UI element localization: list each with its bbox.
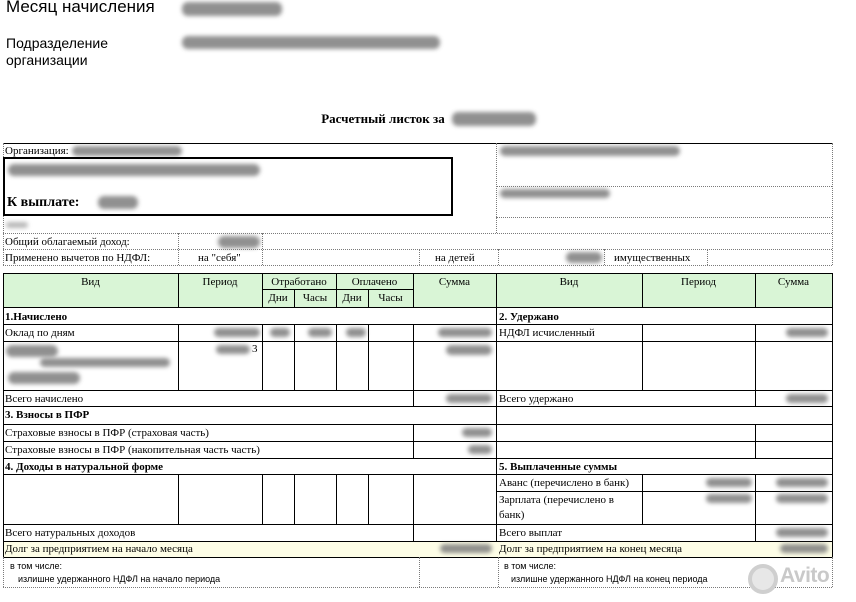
redacted-info-right1: [500, 146, 680, 156]
redacted-misc: [6, 222, 28, 228]
excess-end-label: излишне удержанного НДФЛ на конец периода: [511, 574, 708, 584]
redacted-total-accrued: [446, 394, 492, 403]
col-kind: Вид: [81, 276, 100, 288]
total-accrued-label: Всего начислено: [5, 393, 84, 405]
to-pay-label: К выплате:: [7, 195, 80, 210]
redacted-organization: [72, 146, 182, 156]
including-left: в том числе:: [10, 561, 62, 571]
redacted-title-period: [452, 112, 536, 126]
redacted-children-deduction: [566, 252, 602, 263]
redacted-cell: [786, 328, 828, 337]
redacted-cell: [214, 328, 260, 337]
redacted-debt-end: [780, 544, 828, 553]
total-withheld-label: Всего удержано: [499, 393, 574, 405]
section-accrued-title: 1.Начислено: [5, 311, 68, 323]
redacted-cell: [8, 372, 80, 384]
avito-watermark: Avito: [780, 564, 830, 587]
redacted-cell: [6, 345, 58, 357]
total-payouts-label: Всего выплат: [499, 527, 563, 539]
row-salary-line1: Зарплата (перечислено в: [499, 494, 614, 506]
redacted-cell: [776, 478, 828, 487]
redacted-debt-start: [440, 544, 492, 553]
including-right: в том числе:: [504, 561, 556, 571]
partial-period: 3: [252, 343, 258, 355]
redacted-cell: [438, 328, 492, 337]
redacted-cell: [446, 345, 492, 355]
col-sum-right: Сумма: [777, 276, 810, 288]
section-pfr-title: 3. Взносы в ПФР: [5, 409, 90, 421]
section-paid-out-title: 5. Выплаченные суммы: [499, 461, 618, 473]
debt-end-label: Долг за предприятием на конец месяца: [499, 543, 682, 555]
col-paid: Оплачено: [351, 276, 398, 288]
redacted-cell: [308, 328, 332, 337]
redacted-cell: [706, 494, 752, 503]
col-kind-right: Вид: [559, 276, 579, 288]
redacted-cell: [216, 345, 250, 354]
debt-start-label: Долг за предприятием на начало месяца: [5, 543, 193, 555]
row-advance: Аванс (перечислено в банк): [499, 477, 630, 489]
organization-label: Организация:: [5, 145, 69, 157]
col-period-right: Период: [681, 276, 716, 288]
row-pfr-accumulative: Страховые взносы в ПФР (накопительная часть часть): [5, 444, 260, 456]
redacted-cell: [468, 445, 492, 454]
redacted-cell: [346, 328, 366, 337]
month-label: Месяц начисления: [6, 0, 155, 16]
redacted-department: [182, 36, 440, 49]
redacted-cell: [776, 494, 828, 503]
col-sum: Сумма: [438, 276, 471, 288]
redacted-total-income: [218, 236, 260, 248]
redacted-cell: [706, 478, 752, 487]
total-income-label: Общий облагаемый доход:: [5, 236, 130, 248]
redacted-to-pay: [98, 196, 138, 209]
section-withheld-title: 2. Удержано: [499, 311, 559, 323]
redacted-info-right2: [500, 189, 610, 198]
total-in-kind-label: Всего натуральных доходов: [5, 527, 136, 539]
col-paid-hours: Часы: [378, 292, 403, 304]
row-pfr-insurance: Страховые взносы в ПФР (страховая часть): [5, 427, 209, 439]
col-worked: Отработано: [271, 276, 327, 288]
col-paid-days: Дни: [342, 292, 362, 304]
department-label: Подразделение организации: [6, 35, 109, 68]
children-deduction-label: на детей: [435, 252, 475, 264]
redacted-total-withheld: [786, 394, 828, 403]
col-period: Период: [202, 276, 238, 288]
redacted-month: [182, 2, 282, 16]
col-worked-hours: Часы: [302, 292, 328, 304]
row-salary-line2: банк): [499, 509, 525, 521]
property-deduction-label: имущественных: [614, 252, 691, 264]
self-deduction-label: на "себя": [198, 252, 241, 264]
redacted-cell: [40, 358, 170, 367]
redacted-total-payouts: [776, 528, 828, 537]
section-in-kind-title: 4. Доходы в натуральной форме: [5, 461, 164, 473]
redacted-cell: [462, 428, 492, 437]
redacted-cell: [270, 328, 290, 337]
row-ndfl-calculated: НДФЛ исчисленный: [499, 327, 595, 339]
page-title: Расчетный листок за: [321, 111, 445, 126]
row-salary-days: Оклад по дням: [5, 327, 75, 339]
redacted-employee-name: [8, 164, 260, 176]
excess-start-label: излишне удержанного НДФЛ на начало периода: [18, 574, 221, 584]
col-worked-days: Дни: [268, 292, 288, 304]
avito-logo-icon: [748, 564, 778, 594]
deductions-label: Применено вычетов по НДФЛ:: [5, 252, 151, 264]
